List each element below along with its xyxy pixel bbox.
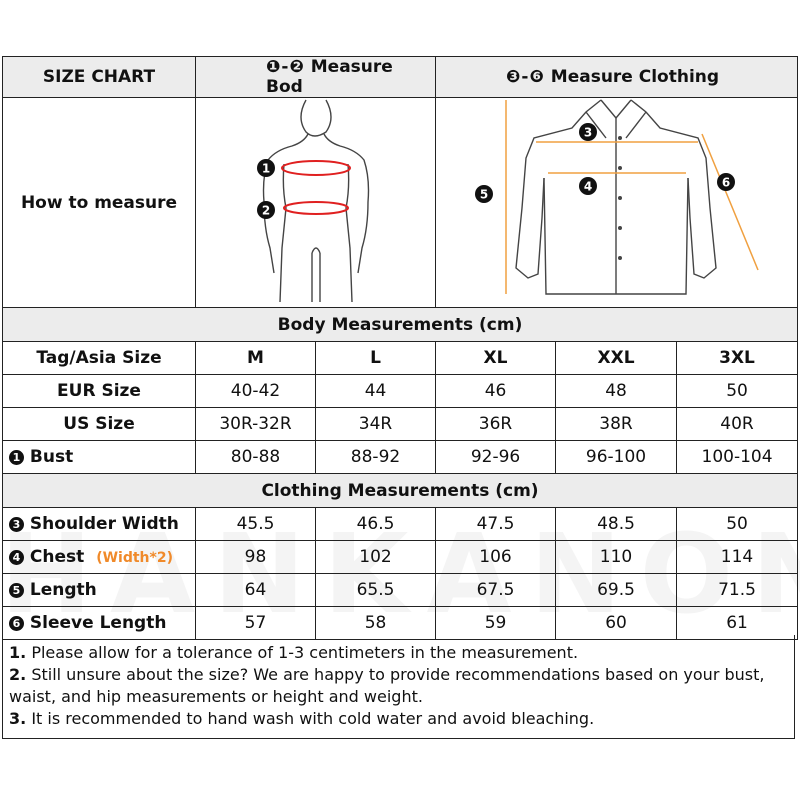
row-label bbox=[3, 508, 196, 541]
table-cell: 50 bbox=[677, 375, 798, 408]
measure-clothing-label: Measure Clothing bbox=[550, 67, 720, 87]
number-marker: 1 bbox=[9, 450, 24, 465]
note-number: 1. bbox=[9, 643, 27, 662]
note-number: 3. bbox=[9, 709, 27, 728]
table-cell: 98 bbox=[196, 541, 316, 574]
width-note: (Width*2) bbox=[96, 550, 173, 566]
clothing-measurements-header: Clothing Measurements (cm) bbox=[3, 474, 798, 508]
range-marker: ❶-❷ bbox=[266, 57, 305, 77]
table-cell: 92-96 bbox=[436, 441, 556, 474]
table-cell: 106 bbox=[436, 541, 556, 574]
table-cell: 80-88 bbox=[196, 441, 316, 474]
number-marker: 4 bbox=[9, 550, 24, 565]
table-cell: 61 bbox=[677, 607, 798, 640]
size-cell: 3XL bbox=[677, 342, 798, 375]
number-marker: 5 bbox=[9, 583, 24, 598]
note-number: 2. bbox=[9, 665, 27, 684]
shirt-marker-3 bbox=[579, 123, 597, 141]
table-cell: 48 bbox=[556, 375, 677, 408]
body-figure-illustration bbox=[196, 98, 436, 302]
table-cell: 44 bbox=[316, 375, 436, 408]
measure-body-header bbox=[196, 57, 436, 98]
notes-box bbox=[2, 635, 795, 739]
how-to-measure-label: How to measure bbox=[3, 98, 196, 308]
row-label: US Size bbox=[3, 408, 196, 441]
size-cell: XXL bbox=[556, 342, 677, 375]
size-cell: XL bbox=[436, 342, 556, 375]
table-cell: 96-100 bbox=[556, 441, 677, 474]
shirt-figure-cell bbox=[436, 98, 798, 308]
body-figure-cell bbox=[196, 98, 436, 308]
table-cell: 100-104 bbox=[677, 441, 798, 474]
size-cell: M bbox=[196, 342, 316, 375]
table-cell: 57 bbox=[196, 607, 316, 640]
table-cell: 67.5 bbox=[436, 574, 556, 607]
table-cell: 46.5 bbox=[316, 508, 436, 541]
table-cell: 50 bbox=[677, 508, 798, 541]
row-label-text: Bust bbox=[29, 447, 74, 467]
svg-text:2: 2 bbox=[261, 203, 271, 218]
shirt-figure-illustration bbox=[436, 98, 798, 302]
table-cell: 46 bbox=[436, 375, 556, 408]
table-row bbox=[3, 541, 798, 574]
table-cell: 71.5 bbox=[677, 574, 798, 607]
table-cell: 47.5 bbox=[436, 508, 556, 541]
table-cell: 40R bbox=[677, 408, 798, 441]
table-row bbox=[3, 408, 798, 441]
table-cell: 34R bbox=[316, 408, 436, 441]
table-cell: 88-92 bbox=[316, 441, 436, 474]
table-row bbox=[3, 441, 798, 474]
table-cell: 58 bbox=[316, 607, 436, 640]
number-marker: 3 bbox=[9, 517, 24, 532]
table-row bbox=[3, 574, 798, 607]
table-row bbox=[3, 375, 798, 408]
table-cell: 48.5 bbox=[556, 508, 677, 541]
row-label bbox=[3, 574, 196, 607]
row-label-text: Chest bbox=[29, 547, 85, 567]
row-label-text: Shoulder Width bbox=[29, 514, 179, 534]
table-cell: 102 bbox=[316, 541, 436, 574]
body-marker-2 bbox=[257, 201, 275, 219]
svg-text:1: 1 bbox=[261, 161, 271, 176]
note-1 bbox=[9, 642, 794, 664]
table-cell: 69.5 bbox=[556, 574, 677, 607]
table-cell: 59 bbox=[436, 607, 556, 640]
table-cell: 30R-32R bbox=[196, 408, 316, 441]
note-2 bbox=[9, 664, 789, 708]
note-text: It is recommended to hand wash with cold water and avoid bleaching. bbox=[31, 709, 595, 728]
table-cell: 38R bbox=[556, 408, 677, 441]
row-label-text: Sleeve Length bbox=[29, 613, 167, 633]
shirt-marker-4 bbox=[579, 177, 597, 195]
range-marker: ❸-❻ bbox=[506, 67, 545, 87]
table-cell: 64 bbox=[196, 574, 316, 607]
note-3 bbox=[9, 708, 794, 730]
table-cell: 45.5 bbox=[196, 508, 316, 541]
table-row bbox=[3, 508, 798, 541]
measure-body-label: Measure Bod bbox=[266, 57, 393, 97]
svg-text:4: 4 bbox=[583, 179, 593, 194]
row-label-text: Length bbox=[29, 580, 97, 600]
svg-text:6: 6 bbox=[721, 175, 731, 190]
size-chart-title: SIZE CHART bbox=[3, 57, 196, 98]
size-chart-table bbox=[2, 56, 798, 640]
row-label bbox=[3, 541, 196, 574]
svg-text:5: 5 bbox=[479, 187, 489, 202]
shirt-marker-6 bbox=[717, 173, 735, 191]
body-marker-1 bbox=[257, 159, 275, 177]
table-cell: 36R bbox=[436, 408, 556, 441]
table-row bbox=[3, 342, 798, 375]
table-cell: 114 bbox=[677, 541, 798, 574]
table-cell: 40-42 bbox=[196, 375, 316, 408]
measure-clothing-header bbox=[436, 57, 798, 98]
note-text: Still unsure about the size? We are happy to provide recommendations based on your bust, waist, and hip measurements or height and weight. bbox=[9, 665, 765, 706]
shirt-marker-5 bbox=[475, 185, 493, 203]
table-cell: 60 bbox=[556, 607, 677, 640]
note-text: Please allow for a tolerance of 1-3 centimeters in the measurement. bbox=[31, 643, 579, 662]
body-measurements-header: Body Measurements (cm) bbox=[3, 308, 798, 342]
svg-text:3: 3 bbox=[583, 125, 593, 140]
table-cell: 110 bbox=[556, 541, 677, 574]
row-label bbox=[3, 441, 196, 474]
row-label: Tag/Asia Size bbox=[3, 342, 196, 375]
table-cell: 65.5 bbox=[316, 574, 436, 607]
size-cell: L bbox=[316, 342, 436, 375]
number-marker: 6 bbox=[9, 616, 24, 631]
row-label: EUR Size bbox=[3, 375, 196, 408]
size-chart bbox=[2, 56, 797, 640]
